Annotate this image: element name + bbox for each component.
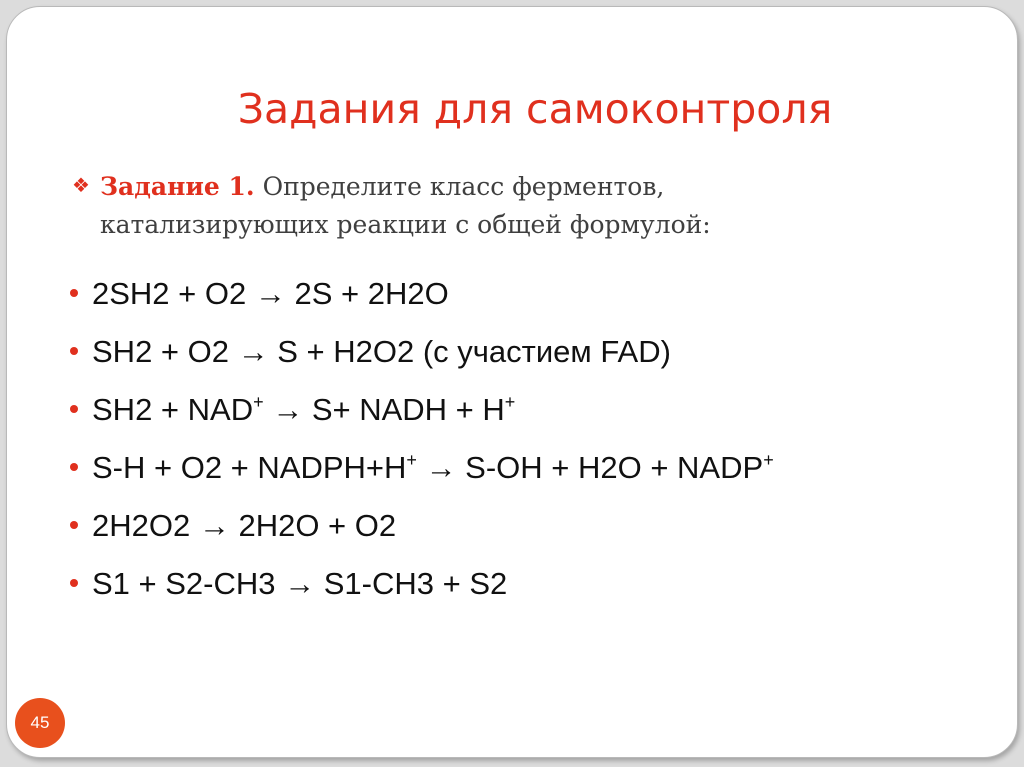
reaction-text: SH2 + O2 → S + H2O2 (с участием FAD) — [92, 334, 671, 369]
bullet-dot-icon — [70, 463, 78, 471]
slide-title: Задания для самоконтроля — [237, 85, 833, 133]
superscript-charge: + — [763, 450, 774, 470]
reaction-item — [70, 439, 774, 497]
bullet-dot-icon — [70, 289, 78, 297]
task-block — [72, 168, 972, 244]
superscript-charge: + — [406, 450, 417, 470]
reaction-item — [70, 381, 774, 439]
reaction-text: → S-OH + H2O + NADP — [416, 450, 764, 485]
bullet-dot-icon — [70, 347, 78, 355]
task-text-line2: катализирующих реакции с общей формулой: — [100, 210, 711, 239]
reaction-text: 2H2O2 → 2H2O + O2 — [92, 508, 397, 543]
superscript-charge: + — [504, 392, 516, 412]
reaction-item — [70, 265, 774, 323]
reaction-item — [70, 497, 774, 555]
bullet-dot-icon — [70, 521, 78, 529]
reaction-text: SH2 + NAD — [92, 392, 254, 427]
reaction-text: S1 + S2-CH3 → S1-CH3 + S2 — [92, 566, 508, 601]
reaction-text: → S+ NADH + H — [263, 392, 505, 427]
reaction-text: 2SH2 + O2 → 2S + 2H2O — [92, 276, 449, 311]
task-text-line1: Определите класс ферментов, — [254, 172, 665, 201]
page-number-badge: 45 — [15, 698, 65, 748]
bullet-dot-icon — [70, 405, 78, 413]
superscript-charge: + — [253, 392, 264, 412]
bullet-dot-icon — [70, 579, 78, 587]
reaction-text: S-H + O2 + NADPH+H — [92, 450, 407, 485]
diamond-bullet-icon: ❖ — [72, 175, 90, 197]
task-text — [100, 168, 972, 244]
reaction-item — [70, 323, 774, 381]
reaction-item — [70, 555, 774, 613]
reaction-list — [70, 265, 774, 613]
task-label: Задание 1. — [100, 172, 255, 201]
